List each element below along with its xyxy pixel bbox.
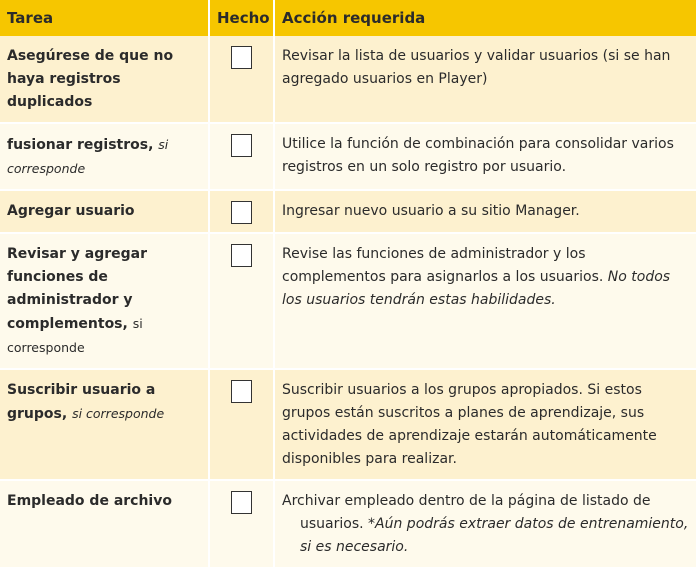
task-label: Revisar y agregar funciones de administrador y complementos, <box>7 246 147 332</box>
action-text: Utilice la función de combinación para consolidar varios registros en un solo registro por usuario. <box>282 136 674 175</box>
done-cell <box>209 233 274 369</box>
done-checkbox[interactable] <box>231 46 252 69</box>
action-text: Ingresar nuevo usuario a su sitio Manager. <box>282 203 580 219</box>
task-cell <box>0 233 209 369</box>
table-row <box>0 123 696 190</box>
action-text: Revisar la lista de usuarios y validar usuarios (si se han agregado usuarios en Player) <box>282 48 671 87</box>
task-cell <box>0 190 209 233</box>
action-cell <box>274 123 696 190</box>
action-cell <box>274 233 696 369</box>
table-row <box>0 36 696 123</box>
done-cell <box>209 480 274 568</box>
task-cell <box>0 369 209 480</box>
action-note: *Aún podrás extraer datos de entrenamiento, si es necesario. <box>300 516 689 555</box>
action-cell <box>274 190 696 233</box>
task-cell <box>0 123 209 190</box>
action-text-cont: usuarios. <box>300 516 364 532</box>
done-cell <box>209 369 274 480</box>
done-checkbox[interactable] <box>231 201 252 224</box>
action-cell <box>274 36 696 123</box>
table-row <box>0 480 696 568</box>
task-label: Empleado de archivo <box>7 493 172 509</box>
action-note: No todos los usuarios tendrán estas habilidades. <box>282 269 671 308</box>
header-action: Acción requerida <box>274 0 696 36</box>
table-row <box>0 369 696 480</box>
action-text: Suscribir usuarios a los grupos apropiados. Si estos grupos están suscritos a planes de aprendizaje, sus actividades de aprendizaje estarán automáticamente disponibles para realizar. <box>282 382 657 467</box>
table-row <box>0 233 696 369</box>
task-label: Suscribir usuario a grupos, <box>7 382 156 422</box>
done-checkbox[interactable] <box>231 134 252 157</box>
task-note: si corresponde <box>7 316 143 355</box>
table-header-row <box>0 0 696 36</box>
task-label: fusionar registros, <box>7 137 154 153</box>
task-note: si corresponde <box>72 406 165 421</box>
task-cell <box>0 36 209 123</box>
action-cell <box>274 369 696 480</box>
action-text: Revise las funciones de administrador y los complementos para asignarlos a los usuarios. <box>282 246 604 285</box>
done-checkbox[interactable] <box>231 491 252 514</box>
task-label: Asegúrese de que no haya registros duplicados <box>7 48 174 110</box>
done-cell <box>209 36 274 123</box>
task-note: si corresponde <box>7 137 169 176</box>
done-checkbox[interactable] <box>231 244 252 267</box>
table-row <box>0 190 696 233</box>
action-text: Archivar empleado dentro de la página de listado de <box>282 493 651 509</box>
done-cell <box>209 123 274 190</box>
task-label: Agregar usuario <box>7 203 135 219</box>
done-cell <box>209 190 274 233</box>
done-checkbox[interactable] <box>231 380 252 403</box>
task-cell <box>0 480 209 568</box>
action-cell <box>274 480 696 568</box>
header-done: Hecho <box>209 0 274 36</box>
action-indent <box>282 513 689 559</box>
header-task: Tarea <box>0 0 209 36</box>
